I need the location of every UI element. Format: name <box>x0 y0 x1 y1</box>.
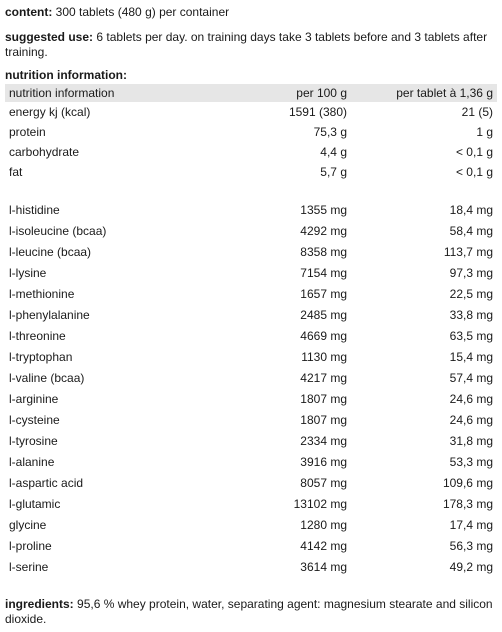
per-tablet-value: 24,6 mg <box>449 413 493 427</box>
per-tablet-value: 1 g <box>476 124 493 139</box>
header-per-100g: per 100 g <box>195 84 351 102</box>
per-100g-value: 1807 mg <box>300 392 347 406</box>
per-100g-value: 4292 mg <box>300 224 347 238</box>
per-100g-value: 3614 mg <box>300 560 347 574</box>
spacer-row <box>5 182 497 200</box>
nutrient-name: l-cysteine <box>9 413 60 427</box>
table-row <box>5 162 497 182</box>
table-row <box>5 389 497 410</box>
spacer-cell <box>5 182 497 200</box>
per-100g-value: 1280 mg <box>300 518 347 532</box>
nutrient-name: l-histidine <box>9 203 60 217</box>
table-row <box>5 305 497 326</box>
table-row <box>5 473 497 494</box>
nutrient-name: l-phenylalanine <box>9 308 90 322</box>
table-row <box>5 242 497 263</box>
per-100g-value: 5,7 g <box>320 164 347 179</box>
per-tablet-value: 63,5 mg <box>449 329 493 343</box>
suggested-use-text: 6 tablets per day. on training days take 3 tablets before and 3 tablets after training. <box>5 30 488 59</box>
product-info <box>5 5 497 578</box>
suggested-use-line <box>5 30 497 60</box>
table-row <box>5 263 497 284</box>
table-row <box>5 200 497 221</box>
per-tablet-value: 22,5 mg <box>449 287 493 301</box>
per-tablet-value: 58,4 mg <box>449 224 493 238</box>
nutrient-name: l-tryptophan <box>9 350 73 364</box>
per-100g-value: 4142 mg <box>300 539 347 553</box>
per-tablet-value: 109,6 mg <box>442 476 493 490</box>
header-per-tablet: per tablet à 1,36 g <box>351 84 497 102</box>
nutrition-table <box>5 84 497 578</box>
table-body <box>5 102 497 578</box>
per-tablet-value: 57,4 mg <box>449 371 493 385</box>
nutrient-name: l-leucine (bcaa) <box>9 245 92 259</box>
nutrient-name: l-proline <box>9 539 52 553</box>
per-100g-value: 4,4 g <box>320 144 347 159</box>
per-100g-value: 7154 mg <box>300 266 347 280</box>
per-tablet-value: 15,4 mg <box>449 350 493 364</box>
per-tablet-value: 24,6 mg <box>449 392 493 406</box>
content-text: 300 tablets (480 g) per container <box>55 5 230 19</box>
per-100g-value: 1130 mg <box>301 350 347 364</box>
nutrient-name: l-serine <box>9 560 49 574</box>
per-tablet-value: 113,7 mg <box>443 245 493 259</box>
per-100g-value: 75,3 g <box>313 124 347 139</box>
table-row <box>5 431 497 452</box>
table-row <box>5 221 497 242</box>
table-row <box>5 347 497 368</box>
table-row <box>5 536 497 557</box>
ingredients-label: ingredients: <box>5 597 74 611</box>
per-tablet-value: 56,3 mg <box>449 539 493 553</box>
suggested-use-label: suggested use: <box>5 30 94 44</box>
per-tablet-value: 21 (5) <box>461 104 493 119</box>
nutrient-name: l-isoleucine (bcaa) <box>9 224 107 238</box>
table-row <box>5 515 497 536</box>
per-100g-value: 4669 mg <box>300 329 347 343</box>
per-100g-value: 8358 mg <box>300 245 347 259</box>
per-100g-value: 3916 mg <box>300 455 347 469</box>
per-100g-value: 1657 mg <box>300 287 347 301</box>
table-row <box>5 122 497 142</box>
nutrient-name: glycine <box>9 518 47 532</box>
content-label: content: <box>5 5 53 19</box>
nutrient-name: fat <box>9 164 23 179</box>
table-row <box>5 102 497 122</box>
per-tablet-value: 17,4 mg <box>449 518 493 532</box>
per-tablet-value: 178,3 mg <box>442 497 493 511</box>
per-100g-value: 4217 mg <box>300 371 347 385</box>
nutrient-name: l-threonine <box>9 329 66 343</box>
nutrition-heading: nutrition information: <box>5 68 127 82</box>
nutrient-name: l-lysine <box>9 266 47 280</box>
table-row <box>5 410 497 431</box>
per-tablet-value: 18,4 mg <box>449 203 493 217</box>
per-tablet-value: < 0,1 g <box>455 144 493 159</box>
per-100g-value: 13102 mg <box>293 497 347 511</box>
nutrient-name: l-aspartic acid <box>9 476 84 490</box>
per-100g-value: 1807 mg <box>300 413 347 427</box>
table-row <box>5 494 497 515</box>
per-100g-value: 1355 mg <box>300 203 347 217</box>
nutrient-name: l-tyrosine <box>9 434 58 448</box>
per-tablet-value: 97,3 mg <box>449 266 493 280</box>
table-row <box>5 326 497 347</box>
per-tablet-value: 49,2 mg <box>449 560 493 574</box>
per-100g-value: 2485 mg <box>300 308 347 322</box>
per-tablet-value: 31,8 mg <box>449 434 493 448</box>
content-line <box>5 5 497 21</box>
table-row <box>5 284 497 305</box>
nutrient-name: l-valine (bcaa) <box>9 371 85 385</box>
table-row <box>5 368 497 389</box>
nutrient-name: carbohydrate <box>9 144 80 159</box>
per-100g-value: 8057 mg <box>300 476 347 490</box>
per-tablet-value: 53,3 mg <box>449 455 493 469</box>
nutrient-name: protein <box>9 124 46 139</box>
nutrient-name: l-arginine <box>9 392 59 406</box>
per-tablet-value: 33,8 mg <box>449 308 493 322</box>
nutrient-name: l-alanine <box>9 455 55 469</box>
table-header-row <box>5 84 497 102</box>
nutrient-name: l-methionine <box>9 287 75 301</box>
header-nutrient: nutrition information <box>5 84 195 102</box>
ingredients-text: 95,6 % whey protein, water, separating agent: magnesium stearate and silicon dioxide. <box>5 597 493 626</box>
per-100g-value: 2334 mg <box>300 434 347 448</box>
per-tablet-value: < 0,1 g <box>455 164 493 179</box>
table-row <box>5 452 497 473</box>
nutrient-name: l-glutamic <box>9 497 61 511</box>
nutrient-name: energy kj (kcal) <box>9 104 91 119</box>
table-row <box>5 142 497 162</box>
table-row <box>5 557 497 578</box>
per-100g-value: 1591 (380) <box>288 104 347 119</box>
ingredients-line <box>5 597 497 627</box>
